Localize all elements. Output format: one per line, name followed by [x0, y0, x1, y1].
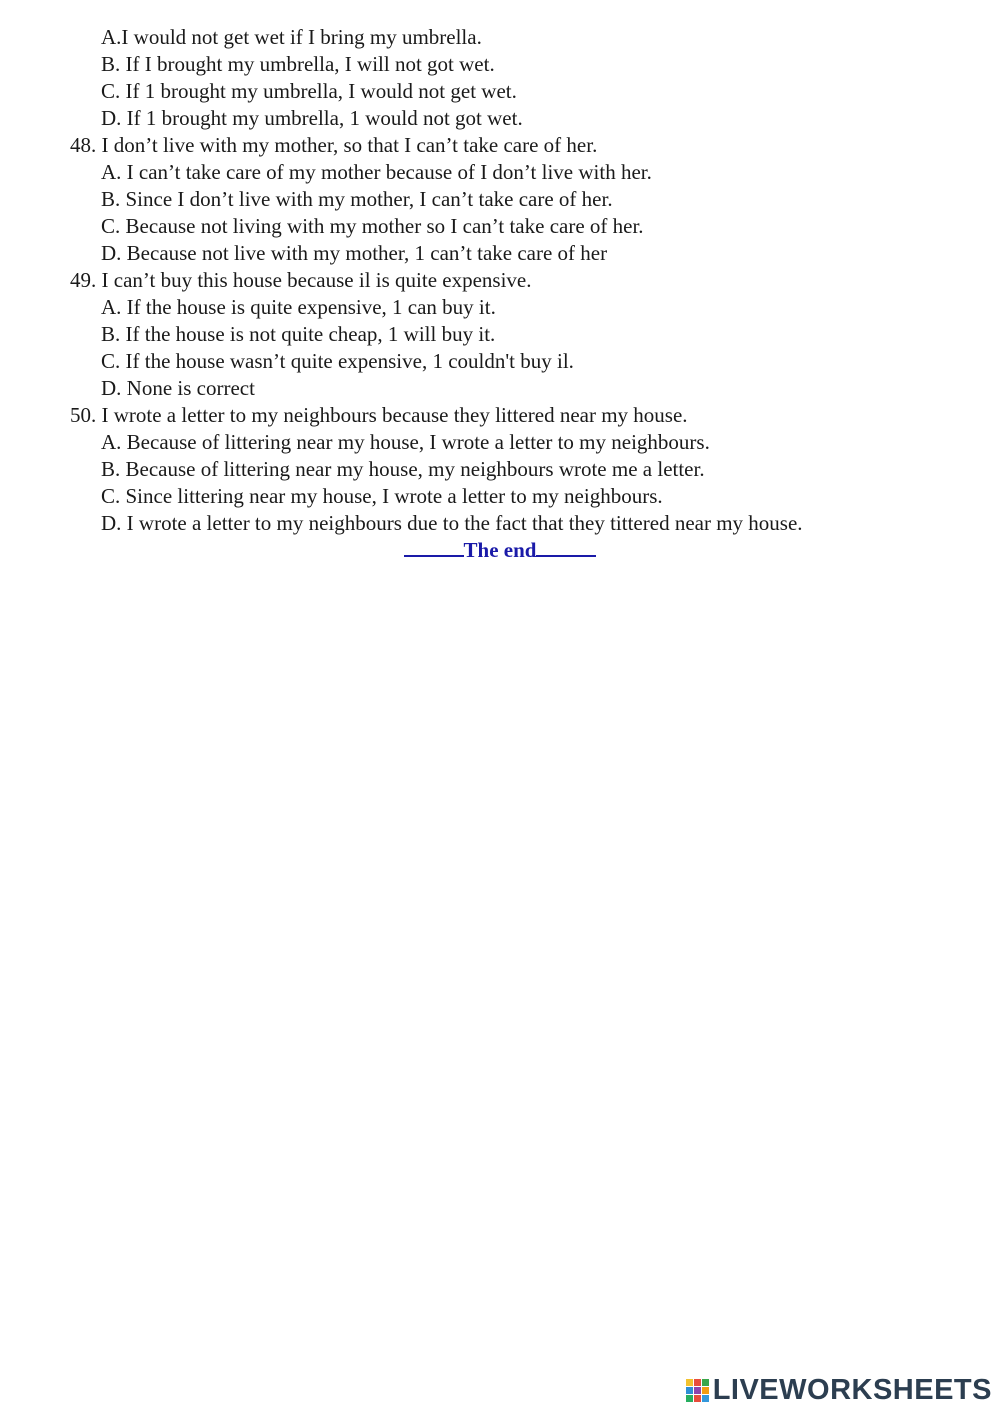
- option-line: B. Since I don’t live with my mother, I can’t take care of her.: [101, 187, 613, 211]
- end-underline-left: [404, 537, 464, 557]
- option-line: C. If the house wasn’t quite expensive, 1 couldn't buy il.: [101, 349, 574, 373]
- end-text: The end: [463, 538, 537, 562]
- liveworksheets-logo[interactable]: [686, 1374, 992, 1407]
- option-line: B. Because of littering near my house, my neighbours wrote me a letter.: [101, 457, 705, 481]
- logo-tile: [686, 1395, 693, 1402]
- option-line: C. Since littering near my house, I wrote a letter to my neighbours.: [101, 484, 663, 508]
- logo-tile: [686, 1379, 693, 1386]
- logo-tile: [702, 1379, 709, 1386]
- logo-tile: [694, 1395, 701, 1402]
- question-50: 50. I wrote a letter to my neighbours because they littered near my house.: [70, 403, 688, 427]
- option-line: D. If 1 brought my umbrella, 1 would not got wet.: [101, 106, 523, 130]
- logo-tile: [702, 1395, 709, 1402]
- question-48: 48. I don’t live with my mother, so that I can’t take care of her.: [70, 133, 598, 157]
- option-line: A.I would not get wet if I bring my umbrella.: [101, 25, 482, 49]
- option-line: A. If the house is quite expensive, 1 can buy it.: [101, 295, 496, 319]
- option-line: D. Because not live with my mother, 1 can’t take care of her: [101, 241, 608, 265]
- option-line: D. None is correct: [101, 376, 255, 400]
- option-line: C. Because not living with my mother so I can’t take care of her.: [101, 214, 644, 238]
- worksheet-page: [0, 24, 1000, 564]
- end-underline-right: [536, 537, 596, 557]
- logo-tile: [702, 1387, 709, 1394]
- option-line: A. Because of littering near my house, I wrote a letter to my neighbours.: [101, 430, 710, 454]
- logo-tile: [694, 1379, 701, 1386]
- question-49: 49. I can’t buy this house because il is quite expensive.: [70, 268, 532, 292]
- logo-text: LIVEWORKSHEETS: [712, 1374, 992, 1406]
- option-line: B. If the house is not quite cheap, 1 will buy it.: [101, 322, 496, 346]
- option-line: D. I wrote a letter to my neighbours due to the fact that they tittered near my house.: [101, 511, 803, 535]
- liveworksheets-logo-icon: [686, 1379, 709, 1402]
- option-line: C. If 1 brought my umbrella, I would not get wet.: [101, 79, 517, 103]
- end-marker: [0, 537, 1000, 564]
- logo-tile: [686, 1387, 693, 1394]
- option-line: A. I can’t take care of my mother because of I don’t live with her.: [101, 160, 652, 184]
- option-line: B. If I brought my umbrella, I will not got wet.: [101, 52, 495, 76]
- logo-tile: [694, 1387, 701, 1394]
